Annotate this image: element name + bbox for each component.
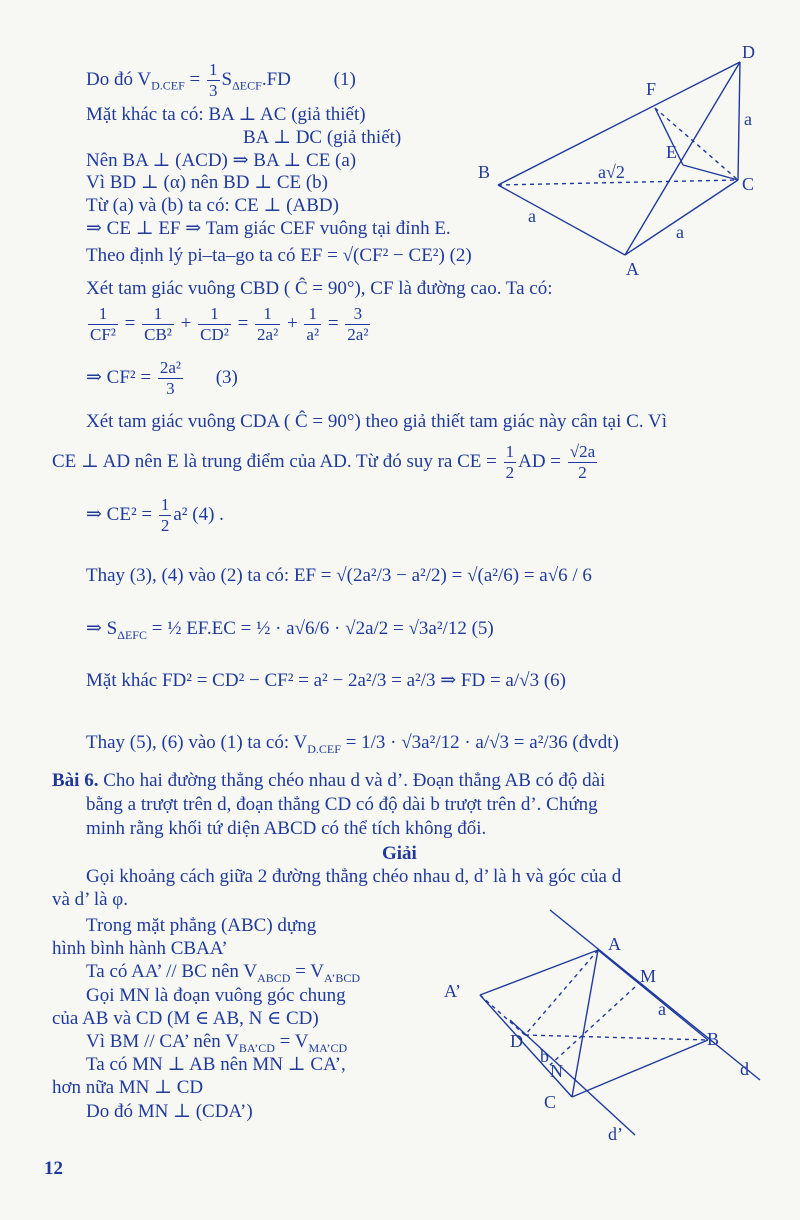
text-line: Nên BA ⊥ (ACD) ⇒ BA ⊥ CE (a) (86, 150, 357, 171)
fig2-label: d’ (608, 1124, 623, 1144)
text-line: ⇒ CE ⊥ EF ⇒ Tam giác CEF vuông tại đỉnh E. (86, 218, 451, 239)
fig2-label: M (640, 966, 657, 986)
fig2-label: d (740, 1059, 749, 1079)
fig2-label: B (707, 1029, 720, 1049)
text-line: Xét tam giác vuông CDA ( Ĉ = 90°) theo giả thiết tam giác này cân tại C. Vì (86, 411, 667, 432)
ce-squared-line: ⇒ CE² = $\frac{1}{2}$ a² (4) . (86, 495, 224, 535)
fig1-label: E (666, 142, 677, 162)
text-line: hơn nữa MN ⊥ CD (52, 1077, 204, 1098)
fig1-label: D (742, 42, 755, 62)
fig2-label: N (550, 1061, 563, 1081)
ef-line: Thay (3), (4) vào (2) ta có: EF = √(2a²/3 − a²/2) = √(a²/6) = a√6 / 6 (86, 565, 592, 586)
volume-result-line: Thay (5), (6) vào (1) ta có: $V_{D.CEF} = 1/3 \cdot √3a^2/12 \cdot a/√3 = a^2/36$ (đvdt) (86, 732, 619, 756)
ce-line: CE ⊥ AD nên E là trung điểm của AD. Từ đó suy ra CE = $\frac{1}{2}$ AD = $\frac{√2a}{2}$ (52, 442, 596, 482)
text-line: minh rằng khối tứ diện ABCD có thể tích không đổi. (86, 818, 487, 839)
solution-heading: Giải (382, 843, 417, 864)
fig1-label: a√2 (598, 162, 625, 182)
text-line: Ta có MN ⊥ AB nên MN ⊥ CA’, (86, 1054, 346, 1075)
text-line: Xét tam giác vuông CBD ( Ĉ = 90°), CF là đường cao. Ta có: (86, 278, 553, 299)
fig1-label: F (646, 79, 657, 99)
text-line: BA ⊥ DC (giả thiết) (243, 127, 402, 148)
text-line: Vì BM // CA’ nên $V_{BA’CD} = V_{MA’CD}$ (86, 1031, 348, 1055)
figure-tetrahedron (470, 40, 770, 290)
text-line: Gọi khoảng cách giữa 2 đường thẳng chéo nhau d, d’ là h và góc của d (86, 866, 622, 887)
text-line: và d’ là φ. (52, 889, 129, 910)
text-line: bằng a trượt trên d, đoạn thẳng CD có độ dài b trượt trên d’. Chứng (86, 794, 598, 815)
fig2-label: D (510, 1031, 523, 1051)
text-line: hình bình hành CBAA’ (52, 938, 228, 959)
text-line: Trong mặt phẳng (ABC) dựng (86, 915, 317, 936)
text-line: Từ (a) và (b) ta có: CE ⊥ (ABD) (86, 195, 339, 216)
figure-skew-lines (440, 905, 770, 1150)
fig1-label: a (528, 206, 536, 226)
exercise-title: Bài 6. (52, 770, 99, 791)
text-line: Vì BD ⊥ (α) nên BD ⊥ CE (b) (86, 172, 328, 193)
text-line: Do đó MN ⊥ (CDA’) (86, 1101, 253, 1122)
fig1-label: C (742, 174, 755, 194)
fig1-label: a (744, 109, 752, 129)
text-line: Ta có AA’ // BC nên $V_{ABCD} = V_{A’BCD}$ (86, 961, 361, 985)
text-line: Theo định lý pi–ta–go ta có EF = √(CF² − CE²) (2) (86, 245, 472, 266)
fig1-label: A (626, 259, 639, 279)
fig2-label: C (544, 1092, 557, 1112)
cf-squared-line: ⇒ CF² = $\frac{\text{2a²}}{3}$ (3) (86, 358, 238, 398)
page-number: 12 (44, 1158, 63, 1179)
fig2-label: b (540, 1046, 549, 1066)
fd-line: Mặt khác FD² = CD² − CF² = a² − 2a²/3 = a²/3 ⇒ FD = a/√3 (6) (86, 670, 566, 691)
area-line: ⇒ $S_{\Delta EFC}$ = ½ EF.EC = ½ · a√6/6 · √2a/2 = √3a²/12 (5) (86, 618, 494, 642)
fig2-label: A’ (444, 981, 461, 1001)
line-vol-formula: Do đó $V_{D.CEF}$ = $\frac{1}{3}$ $S_{\Delta ECF}.FD$ (1) (86, 60, 356, 100)
fraction-equation: $\frac{1}{\text{CF²}}$ = $\frac{1}{\text{CB²}}$ + $\frac{1}{\text{CD²}}$ = $\frac{1}{\text{2a²}}$ + $\frac{1}{\text{a²}}$ = $\frac{3}{\text{2a²}}$ (90, 304, 369, 344)
fig2-label: a (658, 999, 666, 1019)
text-line: Gọi MN là đoạn vuông góc chung (86, 985, 346, 1006)
fig2-label: A (608, 934, 621, 954)
exercise-6-line1: Bài 6. Cho hai đường thẳng chéo nhau d và d’. Đoạn thẳng AB có độ dài (52, 770, 606, 791)
text-line: của AB và CD (M ∈ AB, N ∈ CD) (52, 1008, 319, 1029)
fig1-label: a (676, 222, 684, 242)
fig1-label: B (478, 162, 491, 182)
text-line: Mặt khác ta có: BA ⊥ AC (giả thiết) (86, 104, 366, 125)
